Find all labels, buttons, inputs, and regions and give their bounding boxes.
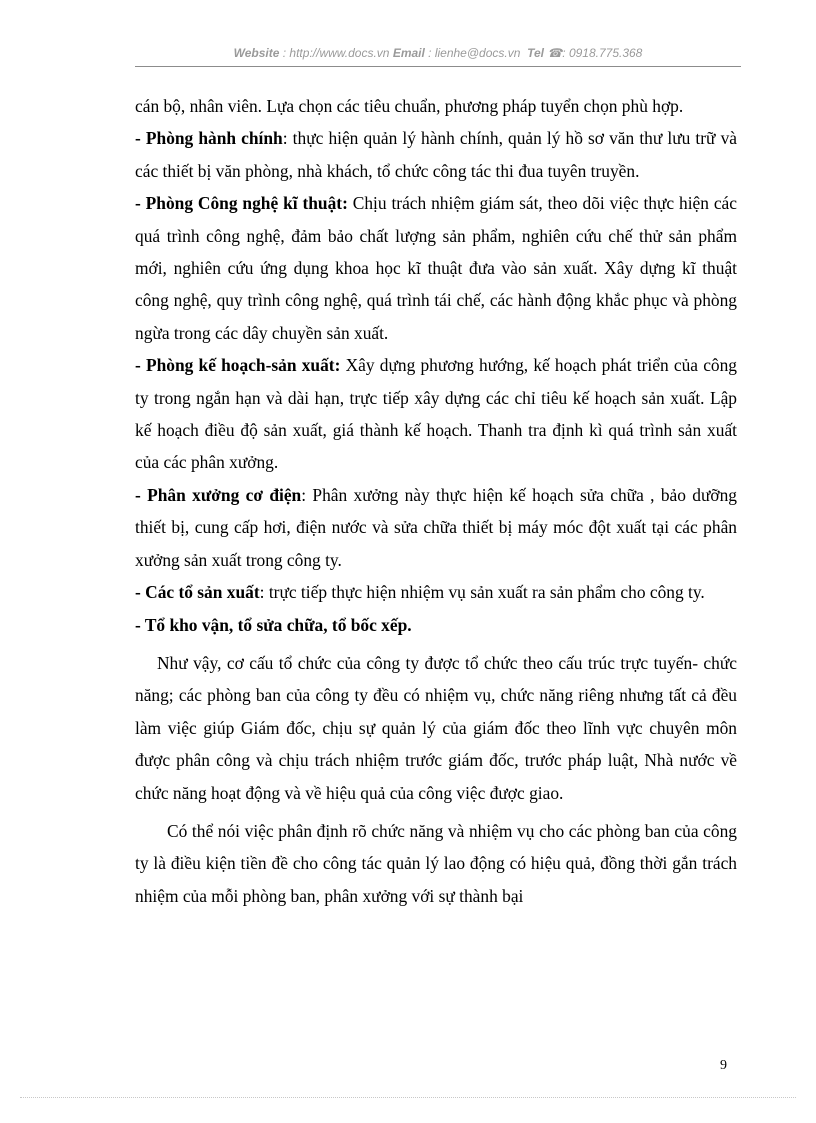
email-value: : lienhe@docs.vn [424, 46, 524, 60]
document-body [135, 90, 737, 912]
paragraph-intro-continuation: cán bộ, nhân viên. Lựa chọn các tiêu chuẩn, phương pháp tuyển chọn phù hợp. [135, 96, 684, 116]
phone-icon: ☎ [547, 46, 563, 60]
header-divider [135, 66, 741, 67]
paragraph-phong-ke-hoach: - Phòng kế hoạch-sản xuất: Xây dựng phương hướng, kế hoạch phát triển của công ty trong ngắn hạn và dài hạn, trực tiếp xây dựng các chỉ tiêu kế hoạch sản xuất. Lập kế hoạch điều độ sản xuất, giá thành kế hoạch. Thanh tra định kì quá trình sản xuất của các phân xưởng. [135, 355, 737, 473]
paragraph-heading: - Tổ kho vận, tổ sửa chữa, tổ bốc xếp. [135, 614, 412, 635]
paragraph-phan-xuong-co-dien: - Phân xưởng cơ điện: Phân xưởng này thực hiện kế hoạch sửa chữa , bảo dưỡng thiết bị, cung cấp hơi, điện nước và sửa chữa thiết bị máy móc đột xuất tại các phân xưởng sản xuất trong công ty. [135, 484, 737, 570]
tel-value: : 0918.775.368 [562, 46, 643, 60]
paragraph-heading: - Phòng hành chính [135, 128, 283, 149]
paragraph-phong-cong-nghe: - Phòng Công nghệ kĩ thuật: Chịu trách nhiệm giám sát, theo dõi việc thực hiện các quá trình công nghệ, đảm bảo chất lượng sản phẩm, nghiên cứu chế thử sản phẩm mới, nghiên cứu ứng dụng khoa học kĩ thuật đưa vào sản xuất. Xây dựng kĩ thuật công nghệ, quy trình công nghệ, quá trình tái chế, các hành động khắc phục và phòng ngừa trong các dây chuyền sản xuất. [135, 193, 737, 343]
paragraph-to-kho-van [135, 609, 737, 641]
footer-divider [20, 1097, 796, 1098]
page-number: 9 [720, 1058, 727, 1073]
paragraph-heading: - Các tổ sản xuất [135, 582, 260, 603]
paragraph-summary: Như vậy, cơ cấu tổ chức của công ty được tổ chức theo cấu trúc trực tuyến- chức năng; các phòng ban của công ty đều có nhiệm vụ, chức năng riêng nhưng tất cả đều làm việc giúp Giám đốc, chịu sự quản lý của giám đốc theo lĩnh vực chuyên môn được phân công và chịu trách nhiệm trước giám đốc, trước pháp luật, Nhà nước về chức năng hoạt động và về hiệu quả của công việc được giao. [135, 652, 737, 803]
website-value: : http://www.docs.vn [279, 46, 393, 60]
page-header [135, 46, 741, 60]
paragraph-conclusion: Có thể nói việc phân định rõ chức năng và nhiệm vụ cho các phòng ban của công ty là điều kiện tiền đề cho công tác quản lý lao động có hiệu quả, đồng thời gắn trách nhiệm của mỗi phòng ban, phân xưởng với sự thành bại [135, 820, 737, 906]
email-label: Email [392, 46, 425, 60]
tel-label: Tel [527, 46, 544, 60]
website-label: Website [233, 46, 280, 60]
paragraph-phong-hanh-chinh: - Phòng hành chính: thực hiện quản lý hành chính, quản lý hồ sơ văn thư lưu trữ và các thiết bị văn phòng, nhà khách, tổ chức công tác thi đua tuyên truyền. [135, 128, 737, 181]
paragraph-cac-to-san-xuat: - Các tổ sản xuất: trực tiếp thực hiện nhiệm vụ sản xuất ra sản phẩm cho công ty. [135, 582, 705, 603]
paragraph-heading: - Phòng Công nghệ kĩ thuật: [135, 193, 348, 214]
paragraph-heading: - Phòng kế hoạch-sản xuất: [135, 355, 341, 376]
paragraph-heading: - Phân xưởng cơ điện [135, 484, 302, 505]
